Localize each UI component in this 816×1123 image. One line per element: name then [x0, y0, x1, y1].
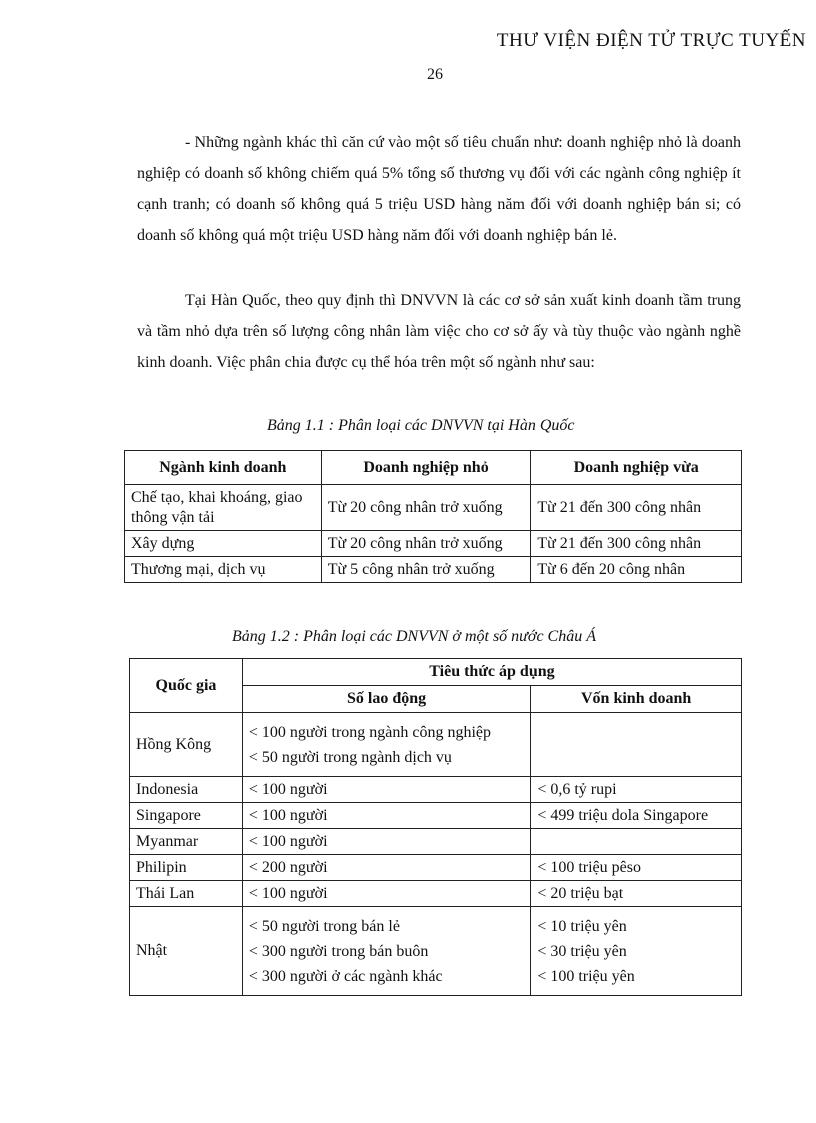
header-cell-country: Quốc gia — [130, 659, 243, 713]
cell-line: < 20 triệu bạt — [537, 885, 624, 902]
cell-line: < 300 người ở các ngành khác — [248, 967, 443, 985]
paragraph-2: Tại Hàn Quốc, theo quy định thì DNVVN là các cơ sở sản xuất kinh doanh tầm trung và tầm nhỏ dựa trên số lượng công nhân làm việc cho cơ sở ấy và tùy thuộc vào ngành nghề kinh doanh. Việc phân chia được cụ thể hóa trên một số ngành như sau: — [137, 292, 741, 371]
header-cell: Doanh nghiệp nhỏ — [321, 451, 531, 485]
cell-line: < 30 triệu yên — [537, 942, 627, 960]
capital-cell — [531, 881, 742, 907]
labor-cell — [242, 881, 530, 907]
table-cell: Từ 5 công nhân trở xuống — [321, 557, 531, 583]
cell-line: < 200 người — [248, 859, 328, 876]
header-cell-criteria: Tiêu thức áp dụng — [242, 659, 741, 686]
capital-cell — [531, 803, 742, 829]
table-cell: Thương mại, dịch vụ — [125, 557, 322, 583]
labor-cell — [242, 829, 530, 855]
table-row — [125, 485, 742, 531]
country-cell: Indonesia — [130, 777, 243, 803]
table-cell: Từ 20 công nhân trở xuống — [321, 531, 531, 557]
country-cell: Philipin — [130, 855, 243, 881]
country-cell: Thái Lan — [130, 881, 243, 907]
watermark-header: THƯ VIỆN ĐIỆN TỬ TRỰC TUYẾN — [496, 30, 806, 51]
header-cell: Doanh nghiệp vừa — [531, 451, 742, 485]
capital-cell — [531, 907, 742, 996]
table-row — [125, 557, 742, 583]
cell-line: < 0,6 tỷ rupi — [537, 781, 617, 798]
table-cell: Xây dựng — [125, 531, 322, 557]
header-cell-labor: Số lao động — [242, 686, 530, 713]
table-row — [130, 881, 742, 907]
table-cell: Từ 21 đến 300 công nhân — [531, 485, 742, 531]
capital-cell — [531, 777, 742, 803]
cell-line: < 10 triệu yên — [537, 917, 627, 935]
cell-line: < 100 người — [248, 807, 328, 824]
table-cell: Từ 6 đến 20 công nhân — [531, 557, 742, 583]
table-row — [130, 777, 742, 803]
labor-cell — [242, 803, 530, 829]
table-cell: Từ 20 công nhân trở xuống — [321, 485, 531, 531]
table-korea-classification — [124, 450, 742, 583]
labor-cell — [242, 713, 530, 777]
labor-cell — [242, 907, 530, 996]
country-cell: Nhật — [130, 907, 243, 996]
table-2-caption: Bảng 1.2 : Phân loại các DNVVN ở một số nước Châu Á — [232, 628, 596, 645]
table-cell: Chế tạo, khai khoáng, giao thông vận tải — [125, 485, 322, 531]
cell-line: < 100 người — [248, 885, 328, 902]
header-cell-capital: Vốn kinh doanh — [531, 686, 742, 713]
capital-cell — [531, 829, 742, 855]
table-1-caption: Bảng 1.1 : Phân loại các DNVVN tại Hàn Quốc — [267, 417, 575, 434]
country-cell: Hồng Kông — [130, 713, 243, 777]
table-row — [130, 829, 742, 855]
cell-line: < 100 người — [248, 833, 328, 850]
cell-line: < 50 người trong ngành dịch vụ — [248, 748, 452, 766]
cell-line: < 100 triệu pêso — [537, 859, 641, 876]
header-cell: Ngành kinh doanh — [125, 451, 322, 485]
table-row — [130, 855, 742, 881]
cell-line: < 100 người trong ngành công nghiệp — [248, 723, 492, 741]
cell-line: < 50 người trong bán lẻ — [248, 917, 400, 935]
capital-cell — [531, 855, 742, 881]
table-row — [130, 907, 742, 996]
table-row — [130, 803, 742, 829]
table-row — [125, 531, 742, 557]
cell-line: < 100 triệu yên — [537, 967, 635, 985]
cell-line: < 300 người trong bán buôn — [248, 942, 429, 960]
cell-line: < 100 người — [248, 781, 328, 798]
country-cell: Singapore — [130, 803, 243, 829]
labor-cell — [242, 777, 530, 803]
cell-line: < 499 triệu dola Singapore — [537, 807, 709, 824]
paragraph-1: - Những ngành khác thì căn cứ vào một số tiêu chuẩn như: doanh nghiệp nhỏ là doanh nghiệp có doanh số không chiếm quá 5% tổng số thương vụ đối với các ngành công nghiệp ít cạnh tranh; có doanh số không quá 5 triệu USD hàng năm đối với doanh nghiệp bán si; có doanh số không quá một triệu USD hàng năm đối với doanh nghiệp bán lẻ. — [137, 134, 741, 244]
country-cell: Myanmar — [130, 829, 243, 855]
capital-cell — [531, 713, 742, 777]
table-header-row — [130, 659, 742, 686]
page-number: 26 — [427, 66, 443, 83]
table-asia-classification — [129, 658, 742, 996]
table-header-row — [125, 451, 742, 485]
labor-cell — [242, 855, 530, 881]
table-cell: Từ 21 đến 300 công nhân — [531, 531, 742, 557]
table-row — [130, 713, 742, 777]
